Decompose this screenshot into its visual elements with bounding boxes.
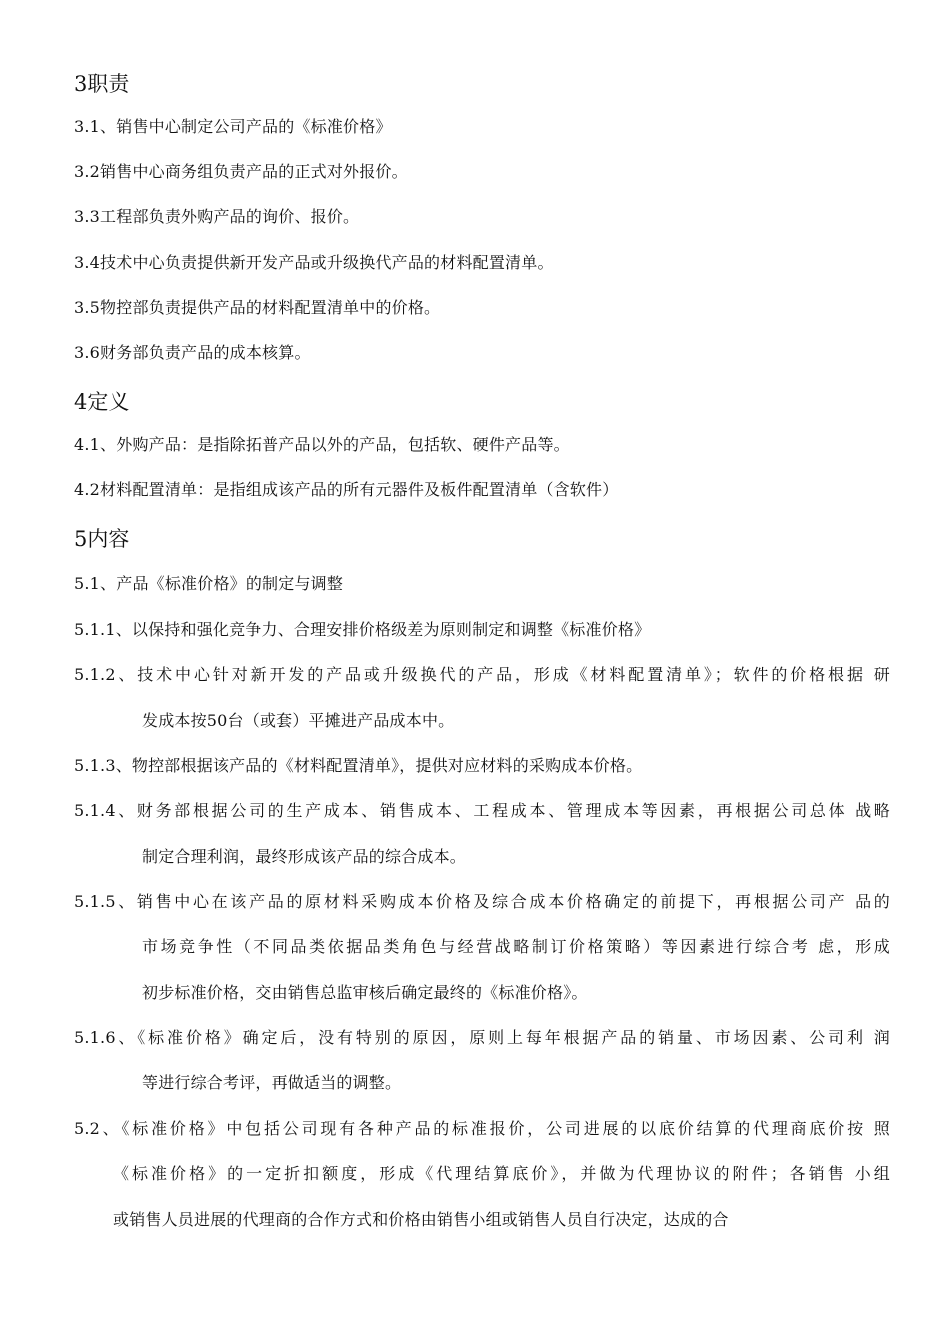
item-5-1-6-line2: 等进行综合考评，再做适当的调整。 bbox=[142, 1073, 402, 1092]
item-5-1-5-line2: 市场竞争性（不同品类依据品类角色与经营战略制订价格策略）等因素进行综合考 虑，形成 bbox=[142, 937, 890, 956]
item-5-1-4-line1: 5.1.4、财务部根据公司的生产成本、销售成本、工程成本、管理成本等因素，再根据公司总体 战略 bbox=[74, 801, 890, 820]
item-5-1-6-line1: 5.1.6、《标准价格》确定后，没有特别的原因，原则上每年根据产品的销量、市场因素、公司利 润 bbox=[74, 1028, 890, 1047]
item-3-6: 3.6财务部负责产品的成本核算。 bbox=[74, 343, 311, 362]
item-3-5: 3.5物控部负责提供产品的材料配置清单中的价格。 bbox=[74, 298, 441, 317]
item-5-1-5-line3: 初步标准价格，交由销售总监审核后确定最终的《标准价格》。 bbox=[142, 983, 588, 1002]
item-5-1: 5.1、产品《标准价格》的制定与调整 bbox=[74, 574, 344, 593]
item-5-1-5-line1: 5.1.5、销售中心在该产品的原材料采购成本价格及综合成本价格确定的前提下，再根据公司产 品的 bbox=[74, 892, 890, 911]
section-heading-responsibilities: 3职责 bbox=[74, 72, 130, 96]
item-5-1-4-line2: 制定合理利润，最终形成该产品的综合成本。 bbox=[142, 847, 467, 866]
item-3-3: 3.3工程部负责外购产品的询价、报价。 bbox=[74, 207, 360, 226]
item-5-1-2-line2: 发成本按50台（或套）平摊进产品成本中。 bbox=[142, 711, 455, 730]
item-3-4: 3.4技术中心负责提供新开发产品或升级换代产品的材料配置清单。 bbox=[74, 253, 554, 272]
item-4-2: 4.2材料配置清单：是指组成该产品的所有元器件及板件配置清单（含软件） bbox=[74, 480, 619, 499]
item-5-1-3: 5.1.3、物控部根据该产品的《材料配置清单》，提供对应材料的采购成本价格。 bbox=[74, 756, 643, 775]
item-5-1-2-line1: 5.1.2、技术中心针对新开发的产品或升级换代的产品，形成《材料配置清单》；软件的价格根据 研 bbox=[74, 665, 890, 684]
section-heading-content: 5内容 bbox=[74, 527, 130, 551]
item-4-1: 4.1、外购产品：是指除拓普产品以外的产品，包括软、硬件产品等。 bbox=[74, 435, 570, 454]
item-5-2-line1: 5.2、《标准价格》中包括公司现有各种产品的标准报价，公司进展的以底价结算的代理商底价按 照 bbox=[74, 1119, 890, 1138]
item-5-2-line2: 《标准价格》的一定折扣额度，形成《代理结算底价》，并做为代理协议的附件；各销售 小组 bbox=[113, 1164, 890, 1183]
section-heading-definitions: 4定义 bbox=[74, 390, 130, 414]
item-5-1-1: 5.1.1、以保持和强化竞争力、合理安排价格级差为原则制定和调整《标准价格》 bbox=[74, 620, 651, 639]
item-3-2: 3.2销售中心商务组负责产品的正式对外报价。 bbox=[74, 162, 408, 181]
item-5-2-line3: 或销售人员进展的代理商的合作方式和价格由销售小组或销售人员自行决定，达成的合 bbox=[113, 1210, 729, 1229]
item-3-1: 3.1、销售中心制定公司产品的《标准价格》 bbox=[74, 117, 392, 136]
